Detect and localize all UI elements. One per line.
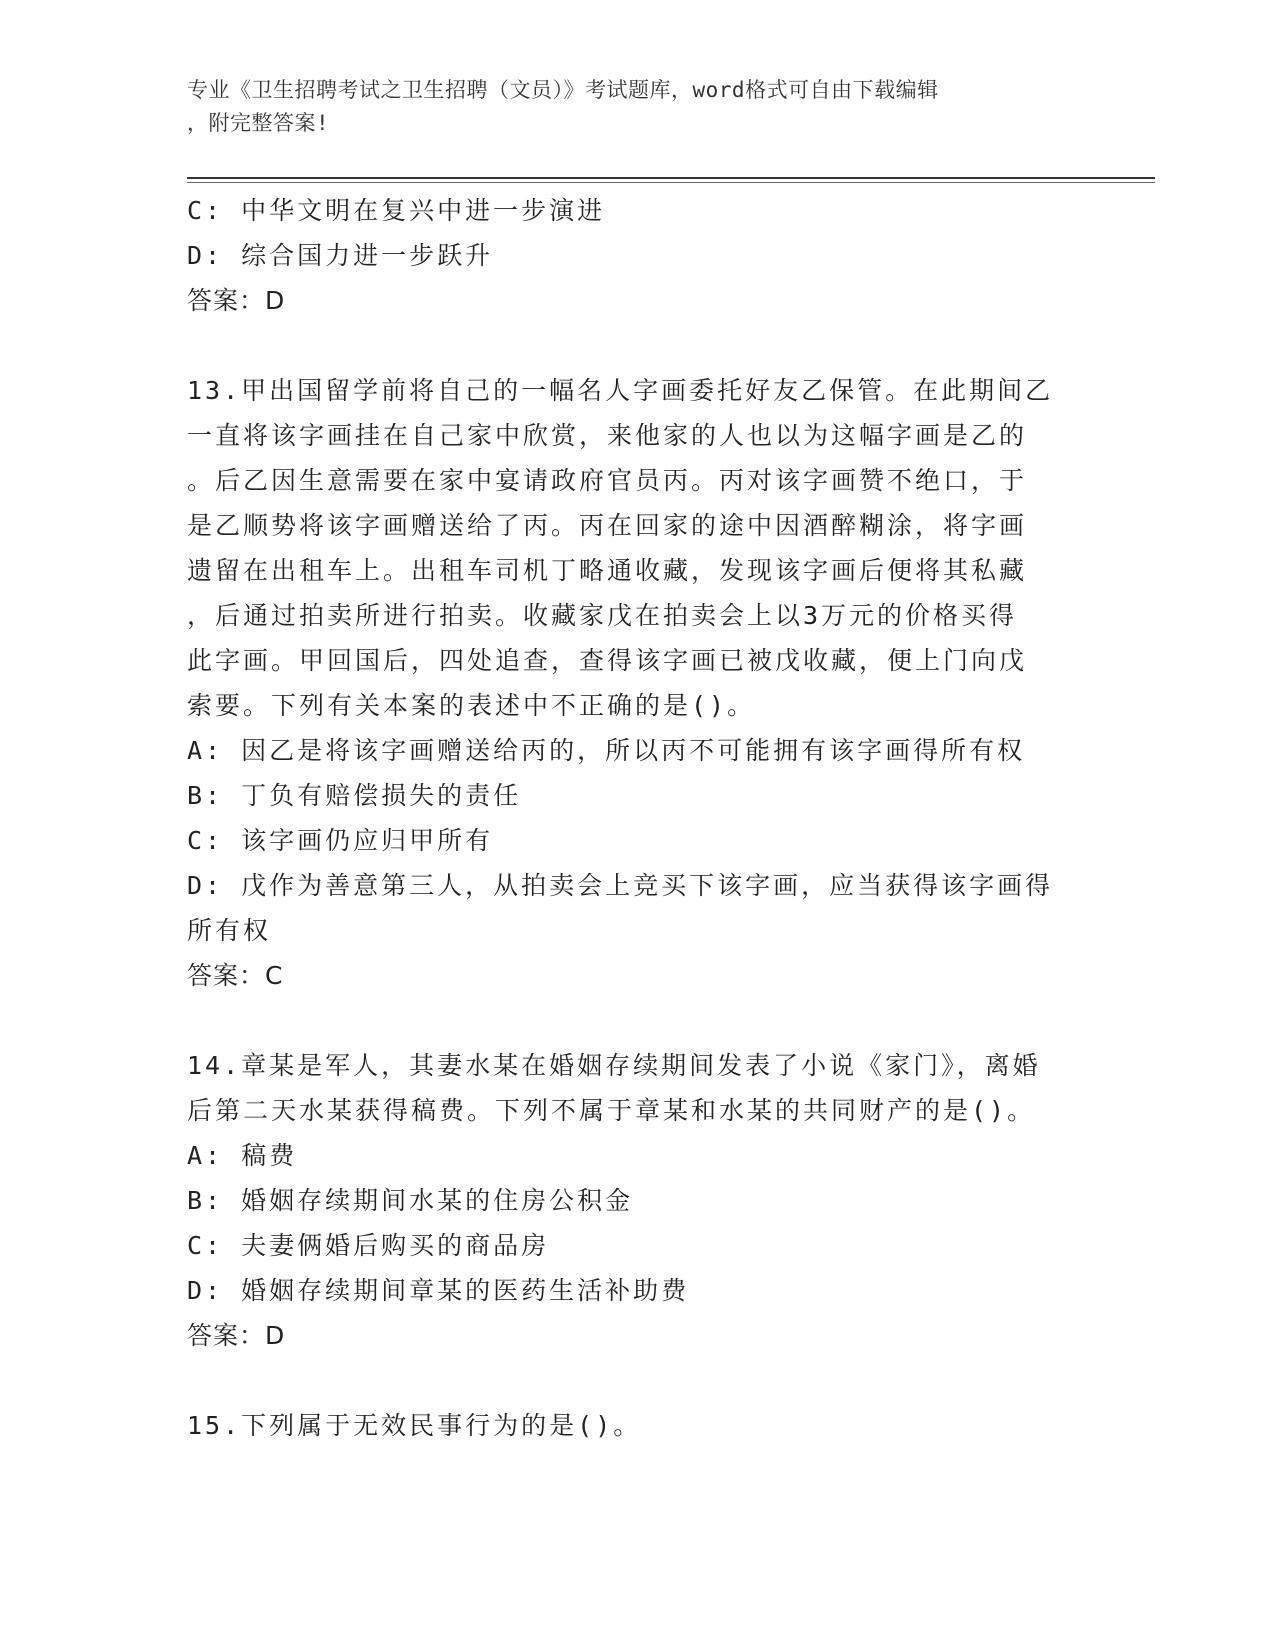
header-divider-thin [187, 182, 1155, 183]
question-stem-line: 15.下列属于无效民事行为的是()。 [187, 1411, 642, 1440]
question-stem-line: 是乙顺势将该字画赠送给了丙。丙在回家的途中因酒醉糊涂，将字画 [187, 511, 1028, 540]
question-stem-line: 后第二天水某获得稿费。下列不属于章某和水某的共同财产的是()。 [187, 1096, 1036, 1125]
question-list [187, 188, 1077, 1448]
question-stem-line: 索要。下列有关本案的表述中不正确的是()。 [187, 691, 756, 720]
question-stem-line: 一直将该字画挂在自己家中欣赏，来他家的人也以为这幅字画是乙的 [187, 421, 1028, 450]
spacer [187, 1358, 1077, 1403]
question-15 [187, 1403, 1077, 1448]
option-b: B: 丁负有赔偿损失的责任 [187, 781, 522, 810]
option-a: A: 因乙是将该字画赠送给丙的，所以丙不可能拥有该字画得所有权 [187, 736, 1026, 765]
spacer [187, 323, 1077, 368]
question-stem-line: 遗留在出租车上。出租车司机丁略通收藏，发现该字画后便将其私藏 [187, 556, 1028, 585]
question-stem-line: 14.章某是军人，其妻水某在婚姻存续期间发表了小说《家门》，离婚 [187, 1051, 1041, 1080]
option-c: C: 中华文明在复兴中进一步演进 [187, 196, 606, 225]
header-divider-thick [187, 177, 1155, 179]
option-a: A: 稿费 [187, 1141, 298, 1170]
question-13 [187, 368, 1077, 998]
option-d: D: 戊作为善意第三人，从拍卖会上竞买下该字画，应当获得该字画得 [187, 871, 1054, 900]
header-line-2: ，附完整答案! [187, 111, 330, 135]
option-d: D: 婚姻存续期间章某的医药生活补助费 [187, 1276, 690, 1305]
answer: 答案：C [187, 961, 284, 990]
question-stem-line: 此字画。甲回国后，四处追查，查得该字画已被戊收藏，便上门向戊 [187, 646, 1028, 675]
option-d-continued: 所有权 [187, 916, 272, 945]
document-header [187, 74, 1067, 140]
spacer [187, 998, 1077, 1043]
question-stem-line: ，后通过拍卖所进行拍卖。收藏家戊在拍卖会上以3万元的价格买得 [187, 601, 1018, 630]
option-d: D: 综合国力进一步跃升 [187, 241, 494, 270]
question-stem-line: 。后乙因生意需要在家中宴请政府官员丙。丙对该字画赞不绝口，于 [187, 466, 1028, 495]
option-c: C: 该字画仍应归甲所有 [187, 826, 494, 855]
question-stem-line: 13.甲出国留学前将自己的一幅名人字画委托好友乙保管。在此期间乙 [187, 376, 1054, 405]
question-12-tail [187, 188, 1077, 323]
option-c: C: 夫妻俩婚后购买的商品房 [187, 1231, 550, 1260]
question-14 [187, 1043, 1077, 1358]
option-b: B: 婚姻存续期间水某的住房公积金 [187, 1186, 634, 1215]
answer: 答案：D [187, 286, 286, 315]
header-line-1: 专业《卫生招聘考试之卫生招聘（文员）》考试题库，word格式可自由下载编辑 [187, 78, 939, 102]
answer: 答案：D [187, 1321, 286, 1350]
